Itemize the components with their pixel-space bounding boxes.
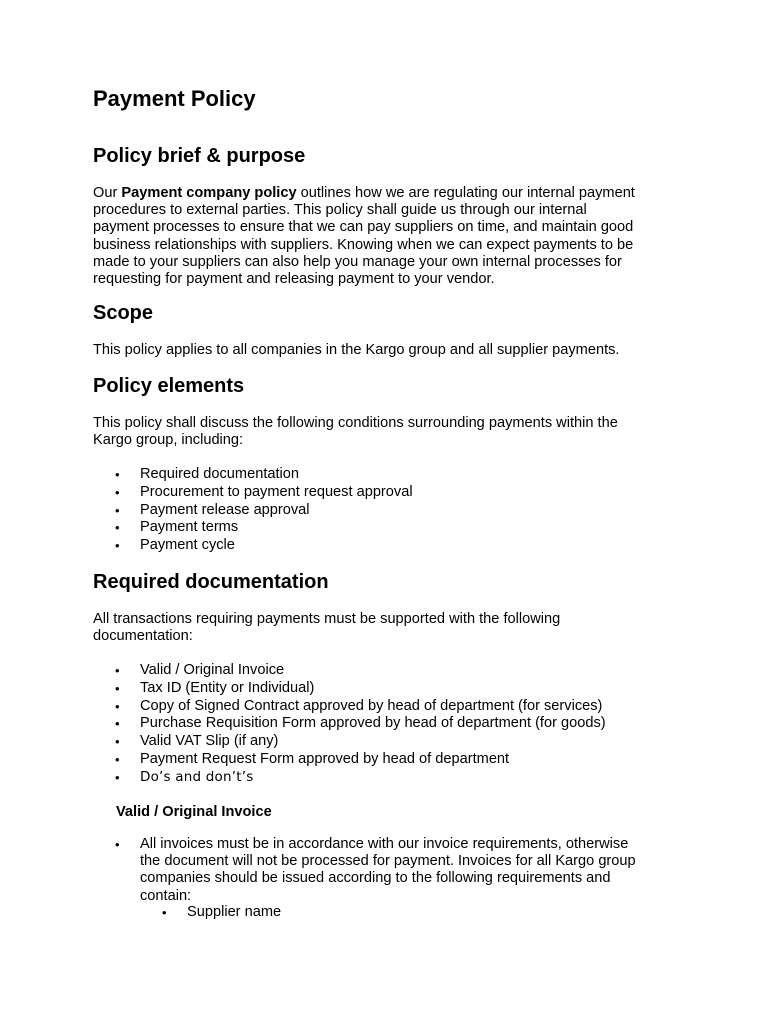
bullet-icon: •: [115, 538, 120, 554]
bullet-icon: •: [115, 716, 120, 732]
section-heading-documentation: Required documentation: [93, 571, 329, 593]
documentation-paragraph: [93, 611, 560, 645]
bullet-icon: •: [115, 484, 120, 500]
page-title: Payment Policy: [93, 86, 256, 111]
subsection-heading-invoice: Valid / Original Invoice: [116, 804, 272, 820]
brief-line: business relationships with suppliers. Knowing when we can expect payments to be: [93, 236, 634, 253]
invoice-line: contain:: [140, 887, 192, 904]
bullet-icon: •: [115, 520, 120, 536]
bullet-icon: •: [115, 698, 120, 714]
bullet-icon: •: [115, 467, 120, 482]
list-item-text: Copy of Signed Contract approved by head of department (for services): [140, 697, 603, 714]
documentation-line: documentation:: [93, 628, 193, 645]
section-heading-brief: Policy brief & purpose: [93, 145, 306, 167]
brief-paragraph: [93, 185, 635, 288]
list-item-text: Required documentation: [140, 466, 300, 482]
list-item-text: Valid / Original Invoice: [140, 662, 285, 678]
brief-line: payment processes to ensure that we can pay suppliers on time, and maintain good: [93, 219, 634, 236]
list-item-text: Tax ID (Entity or Individual): [140, 679, 315, 696]
list-item-text: Payment Request Form approved by head of department: [140, 750, 510, 767]
invoice-line: All invoices must be in accordance with our invoice requirements, otherwise: [140, 836, 629, 852]
list-item-text: Payment release approval: [140, 501, 310, 518]
invoice-line: companies should be issued according to the following requirements and: [140, 870, 611, 887]
documentation-line: All transactions requiring payments must be supported with the following: [93, 611, 561, 627]
list-item-text: Payment cycle: [140, 537, 235, 554]
bullet-icon: •: [115, 680, 120, 696]
list-item-text: Procurement to payment request approval: [140, 483, 413, 500]
brief-line: made to your suppliers can also help you manage your own internal processes for: [93, 253, 622, 270]
list-item-text: Valid VAT Slip (if any): [140, 733, 279, 750]
bullet-icon: •: [115, 663, 120, 678]
section-heading-scope: Scope: [93, 302, 154, 324]
brief-line-1-rest: outlines how we are regulating our internal payment: [296, 185, 635, 201]
bullet-icon: •: [115, 751, 120, 767]
bullet-icon: •: [162, 905, 167, 920]
list-item-text: [140, 836, 636, 905]
brief-bold-term: Payment company policy: [121, 185, 297, 201]
section-heading-elements: Policy elements: [93, 375, 245, 397]
brief-line: requesting for payment and releasing payment to your vendor.: [93, 271, 495, 288]
elements-paragraph: [93, 415, 618, 449]
bullet-icon: •: [115, 502, 120, 518]
bullet-icon: •: [115, 837, 120, 852]
bullet-icon: •: [115, 769, 120, 785]
brief-intro: Our: [93, 185, 122, 201]
scope-paragraph: This policy applies to all companies in the Kargo group and all supplier payments.: [93, 342, 620, 358]
invoice-line: the document will not be processed for payment. Invoices for all Kargo group: [140, 853, 636, 870]
elements-line: Kargo group, including:: [93, 432, 244, 449]
brief-line: procedures to external parties. This policy shall guide us through our internal: [93, 202, 587, 219]
bullet-icon: •: [115, 734, 120, 750]
elements-line: This policy shall discuss the following conditions surrounding payments within the: [93, 415, 618, 431]
list-item-text: Supplier name: [187, 904, 282, 920]
list-item-text: Do’s and don’t’s: [140, 768, 254, 785]
list-item-text: Payment terms: [140, 519, 239, 536]
list-item-text: Purchase Requisition Form approved by head of department (for goods): [140, 715, 606, 732]
